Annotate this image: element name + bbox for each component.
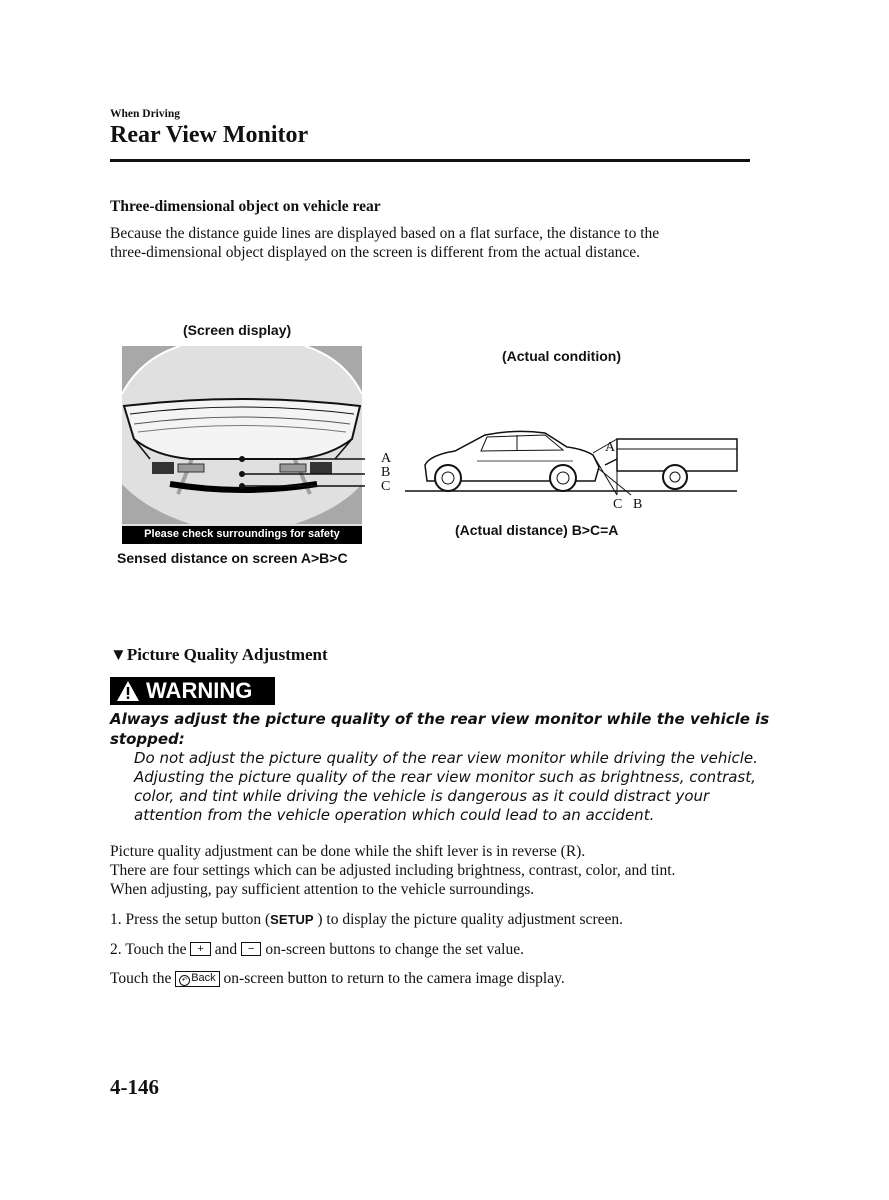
- warning-body-line2: Adjusting the picture quality of the rear view monitor such as brightness, contrast,: [134, 768, 756, 786]
- actual-letter-b: B: [633, 497, 643, 512]
- warning-body-line3: color, and tint while driving the vehicle is dangerous as it could distract your: [134, 787, 710, 805]
- screen-banner-text: Please check surroundings for safety: [144, 528, 340, 540]
- back-suffix: on-screen button to return to the camera image display.: [223, 970, 565, 987]
- back-prefix: Touch the: [110, 970, 172, 987]
- three-d-heading: Three-dimensional object on vehicle rear: [110, 198, 381, 215]
- body-line2: There are four settings which can be adjusted including brightness, contrast, color, and tint.: [110, 862, 676, 879]
- warning-body-line1: Do not adjust the picture quality of the rear view monitor while driving the vehicle.: [134, 749, 758, 767]
- warning-label: WARNING: [146, 678, 253, 703]
- step1-suffix: ) to display the picture quality adjustment screen.: [313, 911, 623, 928]
- back-instruction: [110, 969, 565, 989]
- warning-bold-line1: Always adjust the picture quality of the rear view monitor while the vehicle is: [110, 710, 770, 728]
- picture-quality-heading: [110, 645, 328, 665]
- step2-and: and: [214, 941, 238, 958]
- actual-letter-c: C: [613, 497, 623, 512]
- body-line3: When adjusting, pay sufficient attention to the vehicle surroundings.: [110, 881, 535, 898]
- screen-display-illustration: [120, 344, 365, 546]
- back-arrow-icon: ↶: [179, 975, 190, 986]
- actual-letter-a: A: [605, 440, 616, 455]
- actual-condition-illustration: [405, 425, 740, 515]
- section-label: When Driving: [110, 108, 180, 120]
- sensed-distance-caption: Sensed distance on screen A>B>C: [117, 550, 348, 566]
- back-button-icon: [175, 971, 219, 987]
- actual-condition-caption: (Actual condition): [502, 348, 621, 364]
- picture-quality-heading-text: Picture Quality Adjustment: [126, 645, 328, 664]
- screen-letter-b: B: [381, 465, 391, 480]
- actual-distance-caption: (Actual distance) B>C=A: [455, 522, 619, 538]
- step2-prefix: 2. Touch the: [110, 941, 187, 958]
- page-title: Rear View Monitor: [110, 122, 309, 148]
- step1-prefix: 1. Press the setup button (: [110, 911, 271, 928]
- step2-suffix: on-screen buttons to change the set value.: [265, 941, 524, 958]
- warning-bold-line2: stopped:: [110, 730, 185, 748]
- step2: [110, 940, 524, 960]
- title-rule: [110, 159, 750, 162]
- plus-button-icon: +: [190, 942, 210, 956]
- three-d-paragraph-line1: Because the distance guide lines are displayed based on a flat surface, the distance to the: [110, 225, 660, 242]
- minus-button-icon: −: [241, 942, 261, 956]
- warning-body-line4: attention from the vehicle operation which could lead to an accident.: [134, 806, 655, 824]
- screen-letter-c: C: [381, 479, 391, 494]
- warning-badge: [110, 677, 275, 705]
- page-number: 4-146: [110, 1075, 159, 1099]
- back-button-label: Back: [191, 972, 216, 984]
- step1: [110, 910, 623, 930]
- warning-triangle-icon: [116, 680, 140, 702]
- screen-letter-a: A: [381, 451, 392, 466]
- body-line1: Picture quality adjustment can be done while the shift lever is in reverse (R).: [110, 843, 586, 860]
- screen-display-caption: (Screen display): [183, 322, 292, 338]
- triangle-marker-icon: ▼: [110, 645, 127, 664]
- three-d-paragraph-line2: three-dimensional object displayed on the screen is different from the actual distance.: [110, 244, 640, 261]
- setup-button-label: SETUP: [270, 912, 314, 927]
